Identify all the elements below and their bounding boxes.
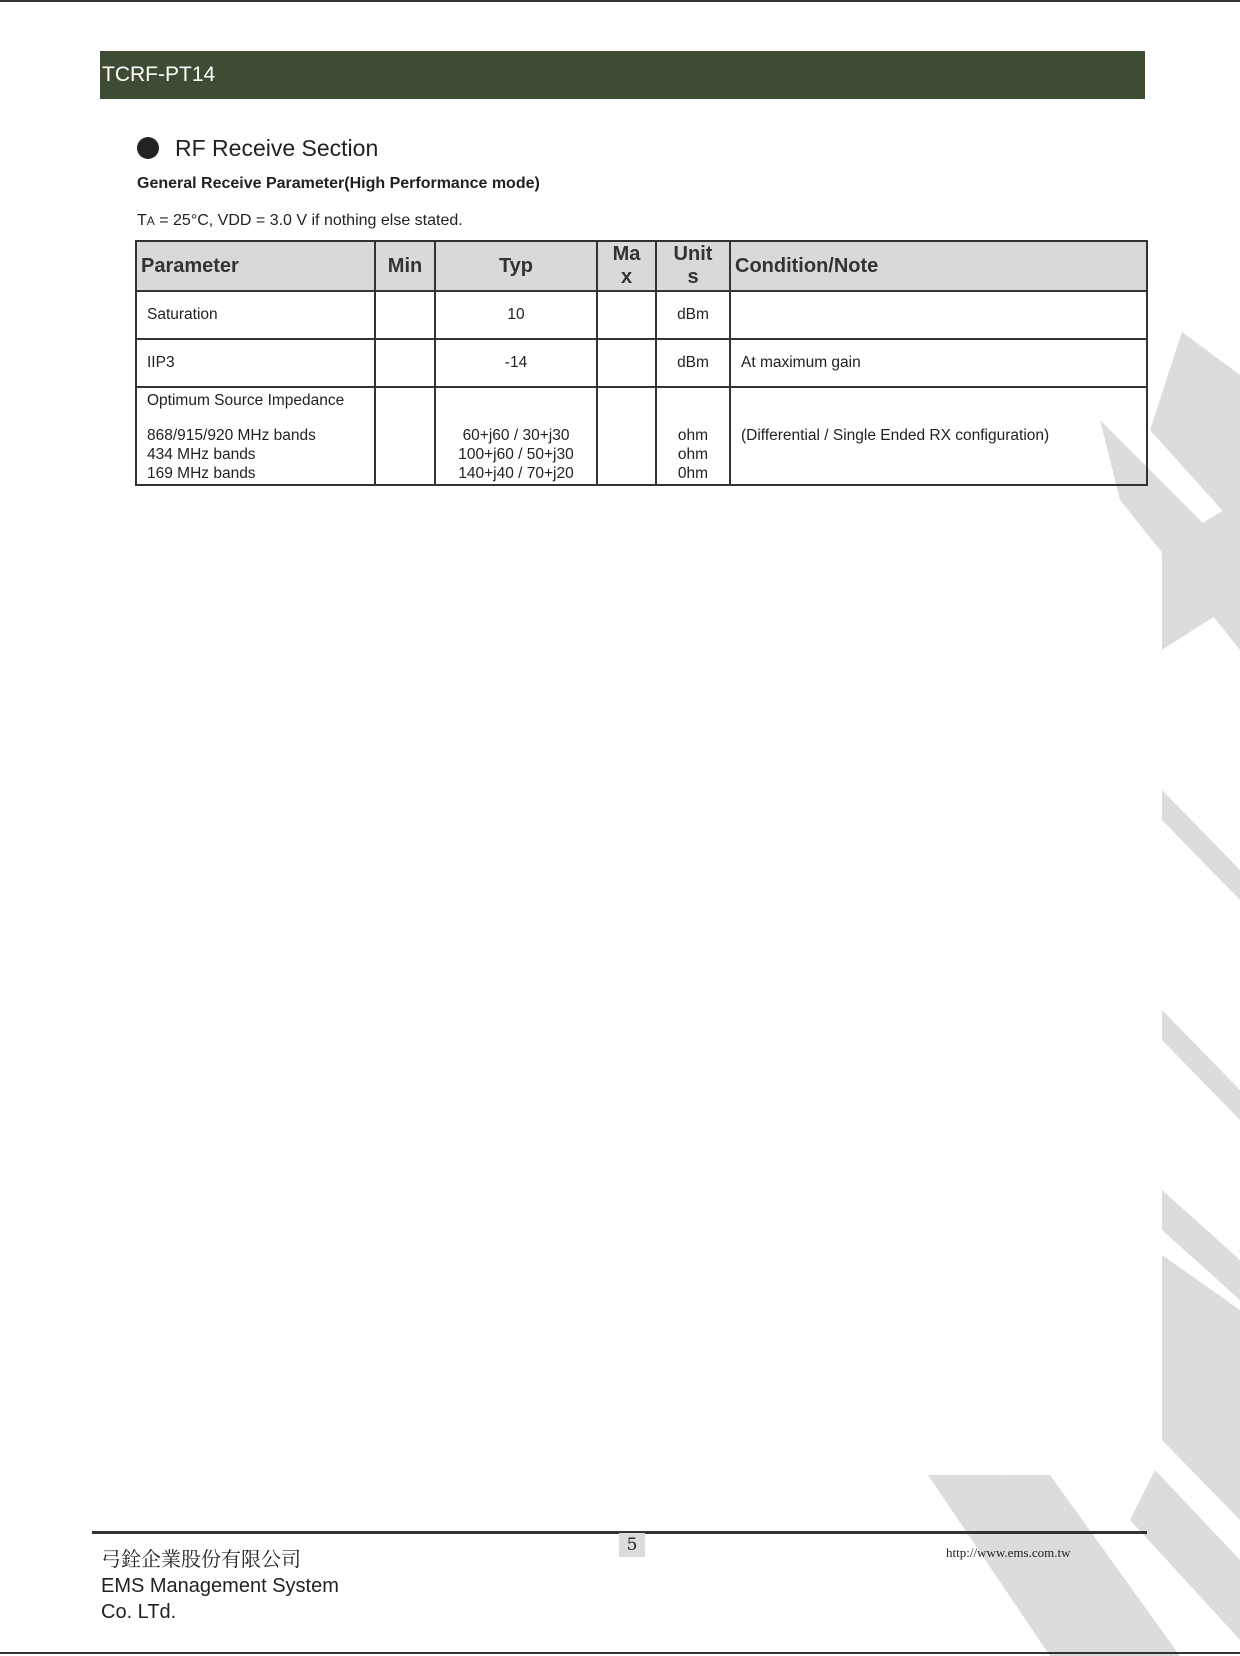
- header-parameter: Parameter: [136, 241, 375, 291]
- header-units-line1: Unit: [673, 243, 713, 265]
- band-label: 169 MHz bands: [147, 465, 256, 482]
- cell-note: [730, 387, 1147, 485]
- cell-typ: -14: [435, 339, 597, 387]
- cell-parameter: IIP3: [136, 339, 375, 387]
- impedance-typ-value: 140+j40 / 70+j20: [458, 465, 574, 482]
- bullet-icon: [137, 137, 159, 159]
- cell-typ: 10: [435, 291, 597, 339]
- page-number: 5: [619, 1533, 645, 1557]
- header-max-line2: x: [620, 266, 633, 288]
- section-title: RF Receive Section: [175, 134, 379, 161]
- cell-parameter: Saturation: [136, 291, 375, 339]
- cell-units: dBm: [656, 339, 730, 387]
- conditions-text: = 25°C, VDD = 3.0 V if nothing else stated.: [154, 212, 463, 229]
- header-units-line2: s: [687, 266, 699, 288]
- header-min: Min: [375, 241, 435, 291]
- document-title: TCRF-PT14: [102, 63, 216, 86]
- header-max: [597, 241, 656, 291]
- impedance-parameter-label: Optimum Source Impedance: [147, 392, 345, 409]
- impedance-note: (Differential / Single Ended RX configuration): [741, 427, 1050, 444]
- conditions-subscript: A: [146, 214, 155, 228]
- header-typ: Typ: [435, 241, 597, 291]
- table-header-row: [136, 241, 1147, 291]
- table-subtitle: General Receive Parameter(High Performance mode): [137, 175, 540, 192]
- cell-max: [597, 387, 656, 485]
- conditions-t: T: [137, 212, 147, 229]
- cell-max: [597, 291, 656, 339]
- company-info: [101, 1547, 339, 1625]
- impedance-typ-value: 100+j60 / 50+j30: [458, 446, 574, 463]
- test-conditions: [137, 212, 463, 230]
- table-row: [136, 339, 1147, 387]
- receive-parameter-table: [135, 240, 1148, 486]
- header-units: [656, 241, 730, 291]
- table-row: [136, 387, 1147, 485]
- cell-min: [375, 387, 435, 485]
- band-label: 868/915/920 MHz bands: [147, 427, 316, 444]
- cell-parameter: [136, 387, 375, 485]
- cell-note: At maximum gain: [730, 339, 1147, 387]
- cell-min: [375, 291, 435, 339]
- company-name-english-line2: Co. LTd.: [101, 1601, 177, 1623]
- cell-units: [656, 387, 730, 485]
- impedance-unit: ohm: [677, 446, 709, 463]
- impedance-unit: ohm: [677, 427, 709, 444]
- company-name-chinese: 弓銓企業股份有限公司: [101, 1549, 301, 1571]
- band-label: 434 MHz bands: [147, 446, 256, 463]
- cell-typ: [435, 387, 597, 485]
- table-row: [136, 291, 1147, 339]
- section-heading: [137, 133, 378, 163]
- header-condition-note: Condition/Note: [730, 241, 1147, 291]
- company-url: http://www.ems.com.tw: [946, 1545, 1071, 1560]
- header-max-line1: Ma: [612, 243, 641, 265]
- cell-units: dBm: [656, 291, 730, 339]
- cell-note: [730, 291, 1147, 339]
- company-name-english-line1: EMS Management System: [101, 1575, 339, 1597]
- impedance-unit: 0hm: [677, 465, 709, 482]
- page-bottom-border: [0, 1652, 1240, 1654]
- cell-max: [597, 339, 656, 387]
- impedance-typ-value: 60+j60 / 30+j30: [462, 427, 570, 444]
- cell-min: [375, 339, 435, 387]
- document-header-bar: [100, 51, 1145, 99]
